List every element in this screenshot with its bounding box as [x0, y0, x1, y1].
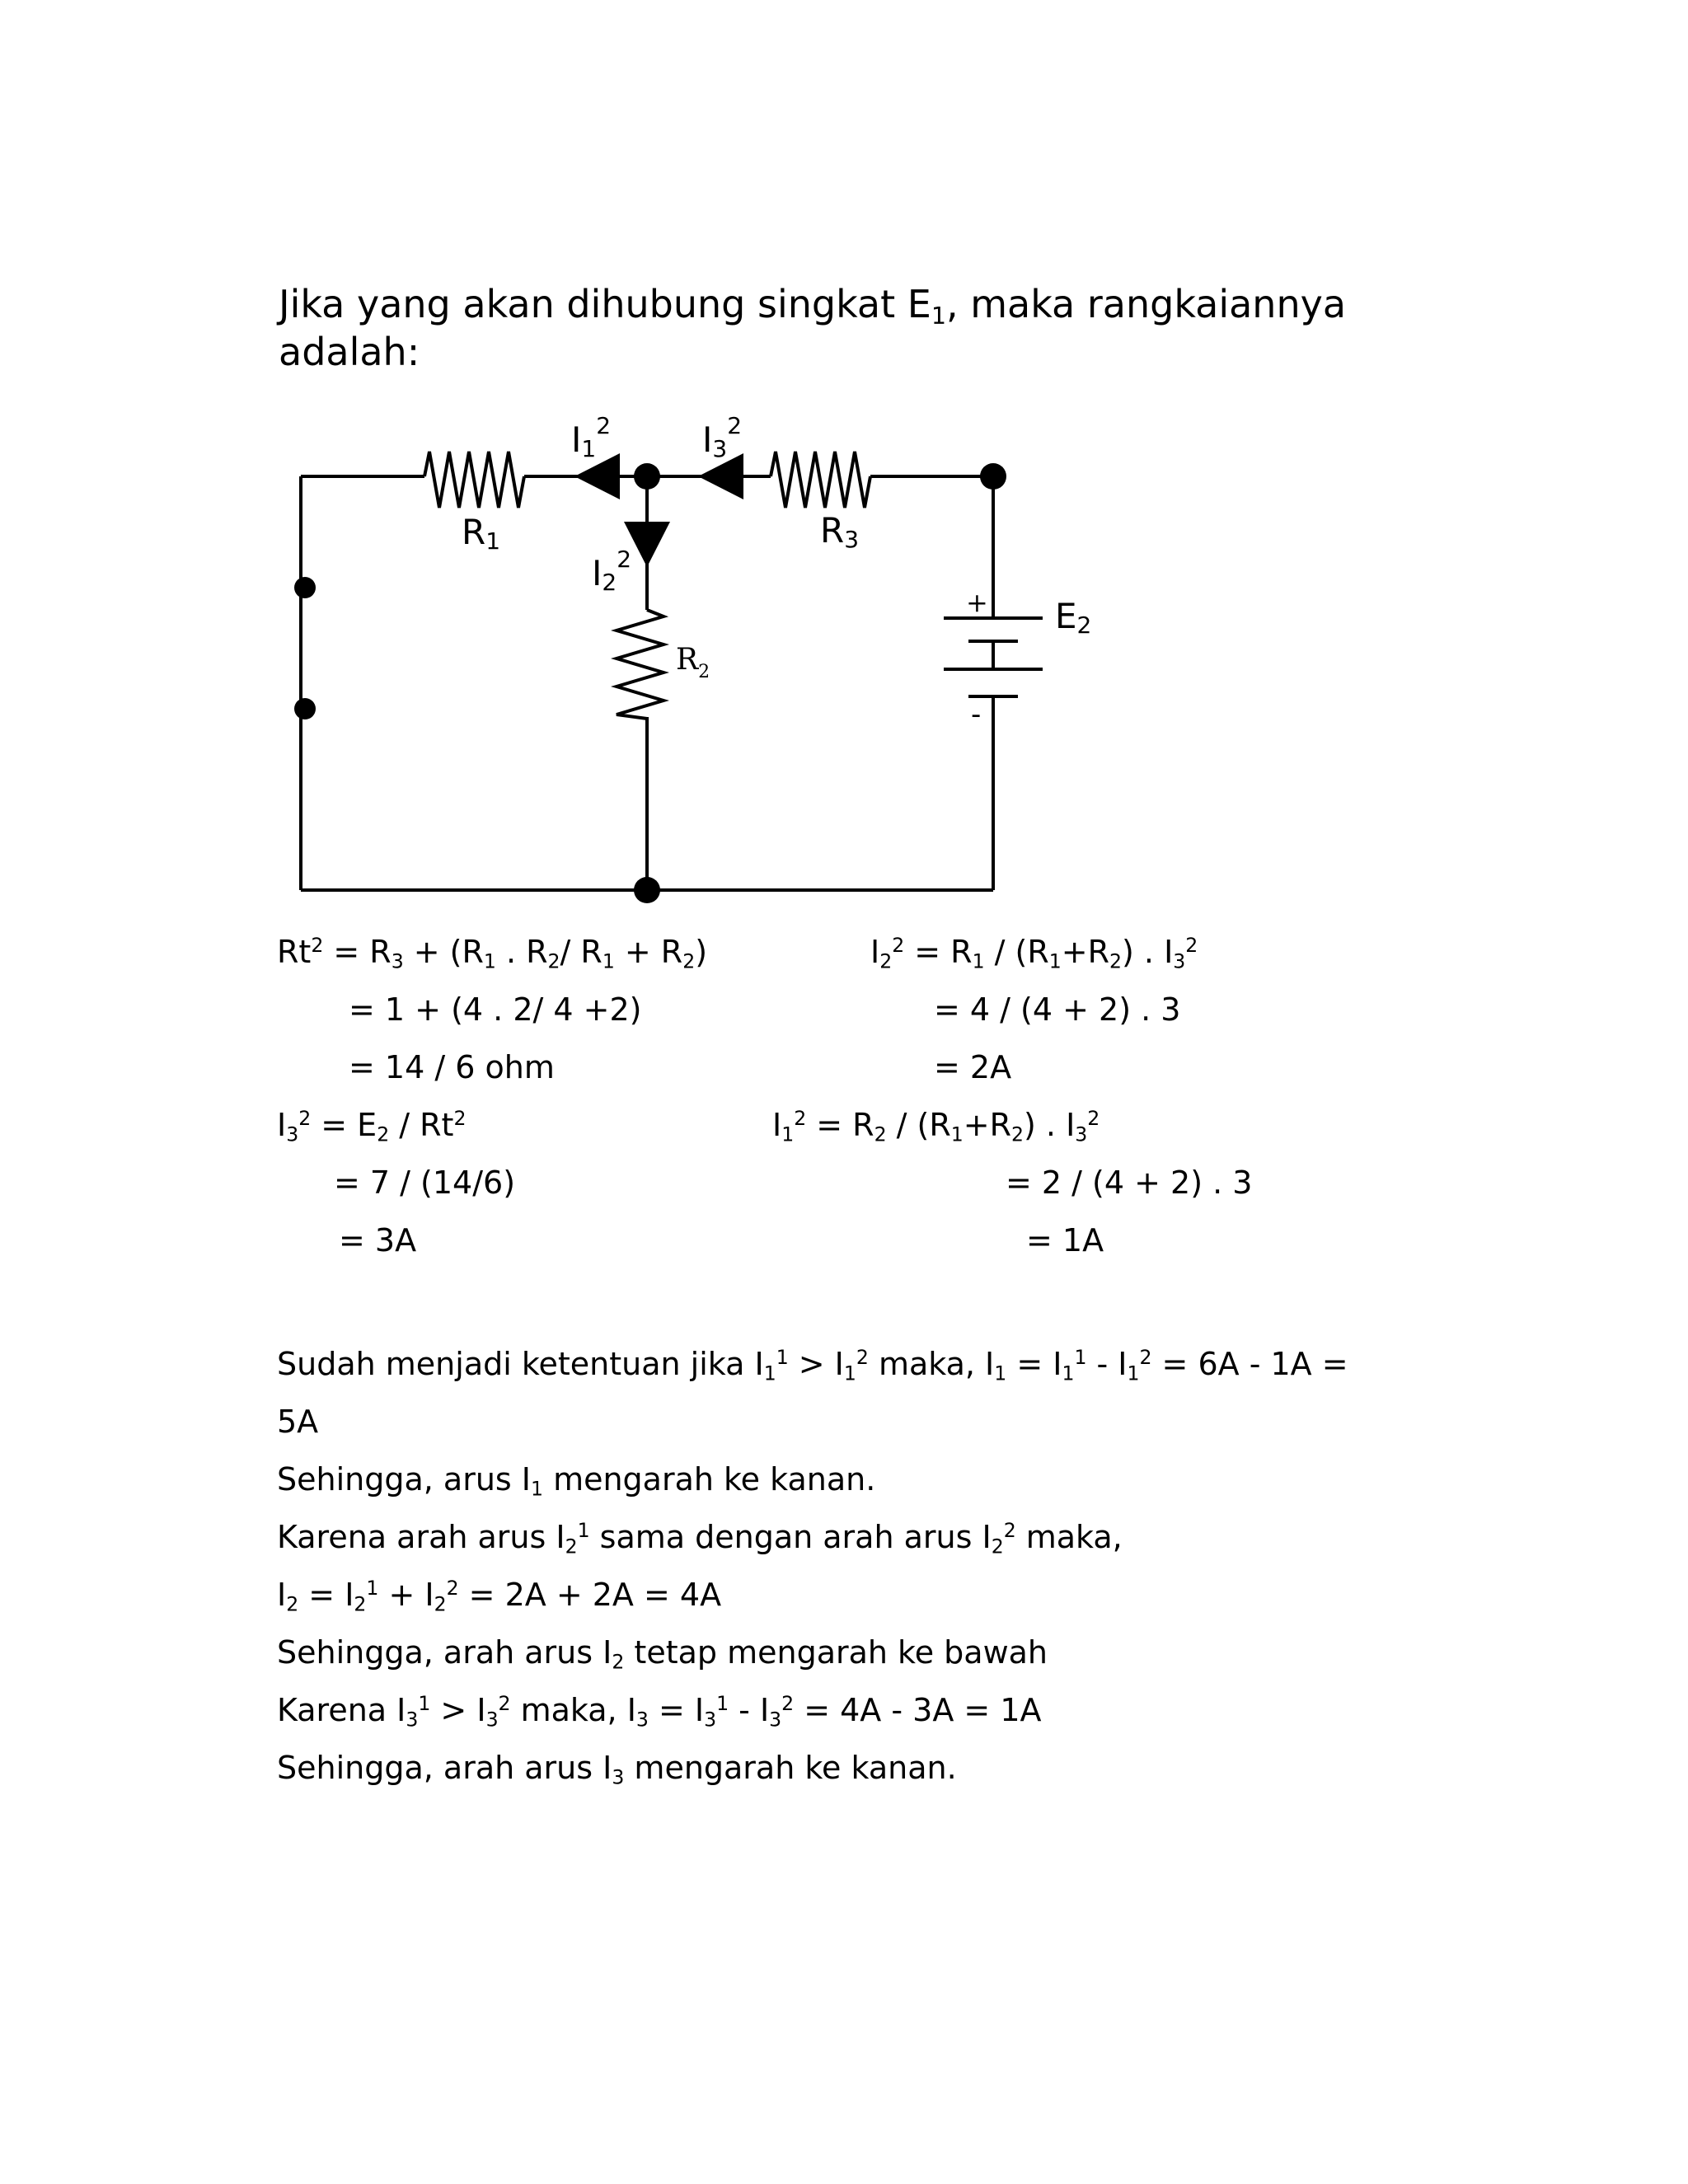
intro-line1-rest: , maka rangkaiannya [945, 282, 1347, 326]
eq-i3-line3: = 3A [339, 1222, 417, 1258]
circuit-diagram [0, 0, 1688, 907]
terminal-left-lower [294, 698, 316, 719]
eq-i1-line3: = 1A [1026, 1222, 1104, 1258]
eq-i2-line3: = 2A [934, 1049, 1012, 1085]
label-r3: R3 [820, 510, 860, 553]
eq-rt-line2: = 1 + (4 . 2/ 4 +2) [349, 991, 642, 1028]
resistor-r3-symbol [771, 452, 870, 508]
eq-rt-line1: $Rt^2 = R_3 + (R_1$ . $R_2/$ $R_1 + R_2$) [277, 934, 708, 973]
label-r2: $R_2$ [676, 643, 710, 682]
label-r1: R1 [462, 512, 501, 555]
conclusion-p6: Karena $I_3^1 > I_3^2$ maka, $I_3 = I_3^1 - I_3^2 = 4A - 3A = 1A$ [277, 1692, 1042, 1732]
intro-line1-sub: 1 [931, 302, 946, 330]
eq-i1-line1: $I_1^2 = R_2 / (R_1+R_2)$ . $I_3^2$ [772, 1107, 1100, 1146]
conclusion-p1: Sudah menjadi ketentuan jika $I_1^1 > I_1^2$ maka, $I_1 = I_1^1 - I_1^2 = 6A - 1A$ = [277, 1346, 1348, 1385]
resistor-r1-symbol [424, 452, 524, 508]
node-junction-top [634, 463, 660, 490]
eq-rt-line3: = 14 / 6 ohm [349, 1049, 555, 1085]
conclusion-p7: Sehingga, arah arus $I_3$ mengarah ke kanan. [277, 1750, 957, 1789]
label-e2: E2 [1055, 596, 1092, 639]
battery-minus-sign: - [971, 698, 982, 731]
conclusion-p2: Sehingga, arus $I_1$ mengarah ke kanan. [277, 1461, 876, 1501]
intro-line1-text: Jika yang akan dihubung singkat E [279, 282, 931, 326]
eq-i3-line1: $I_3^2 = E_2 / Rt^2$ [277, 1107, 467, 1146]
eq-i3-line2: = 7 / (14/6) [334, 1165, 516, 1201]
intro-line2-text: adalah: [279, 330, 420, 374]
node-top-right [980, 463, 1006, 490]
label-i2: $I2^2$ [592, 546, 632, 596]
conclusion-p4: $I_2 = I_2^1 + I_2^2 = 2A + 2A = 4A$ [277, 1577, 722, 1616]
eq-i2-line1: $I_2^2 = R_1 / (R_1+R_2)$ . $I_3^2$ [870, 934, 1198, 973]
conclusion-p5: Sehingga, arah arus $I_2$ tetap mengarah ke bawah [277, 1634, 1048, 1674]
terminal-left-upper [294, 577, 316, 598]
battery-plus-sign: + [966, 587, 988, 618]
label-i3: $I3^2$ [702, 412, 743, 462]
conclusion-p3: Karena arah arus $I_2^1$ sama dengan arah arus $I_2^2$ maka, [277, 1519, 1123, 1558]
label-i1: $I1^2$ [571, 412, 612, 462]
node-junction-bottom [634, 877, 660, 903]
eq-i2-line2: = 4 / (4 + 2) . 3 [934, 991, 1181, 1028]
resistor-r2-symbol [617, 610, 663, 719]
conclusion-p1-cont: 5A [277, 1404, 319, 1440]
eq-i1-line2: = 2 / (4 + 2) . 3 [1006, 1165, 1253, 1201]
